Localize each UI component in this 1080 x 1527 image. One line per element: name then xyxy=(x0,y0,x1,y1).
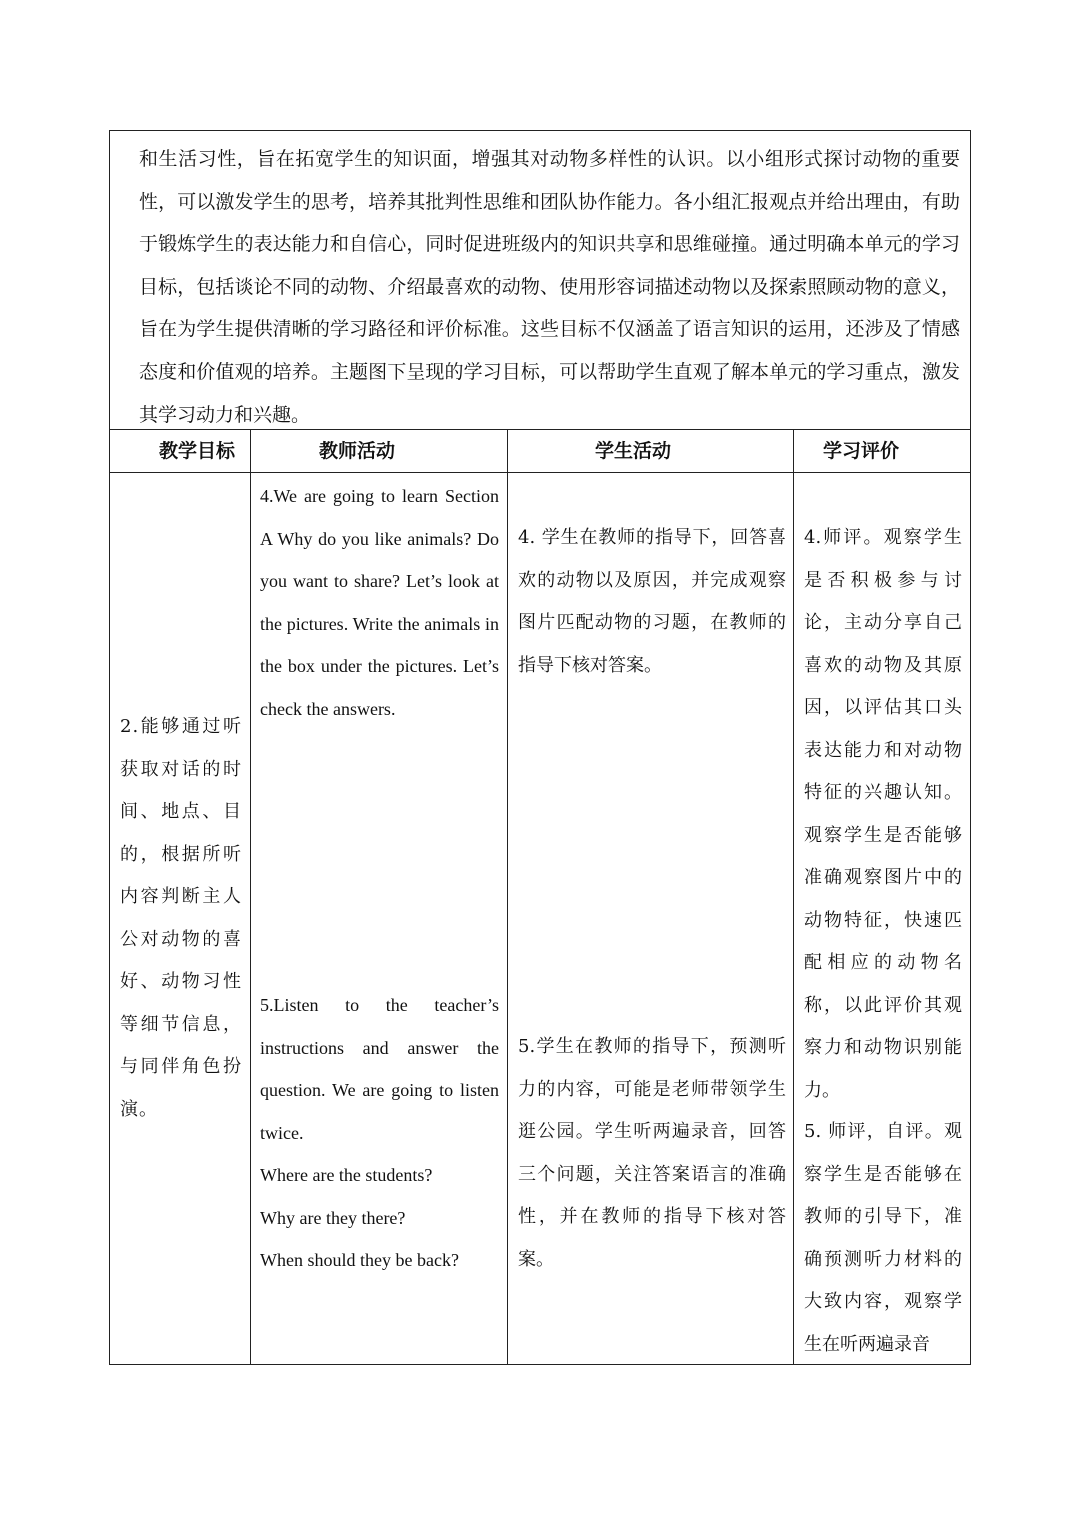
teacher-activity-4: 4.We are going to learn Section A Why do you like animals? Do you want to share? Let’s look at the pictures. Write the animals in the box under the pictures. Let’s check the answers. xyxy=(260,486,499,719)
student-activity-4: 4. 学生在教师的指导下，回答喜欢的动物以及原因，并完成观察图片匹配动物的习题，在教师的指导下核对答案。 xyxy=(518,527,786,676)
teacher-activity-5 xyxy=(260,984,499,1282)
listening-question-2: Why are they there? xyxy=(260,1207,406,1228)
listening-question-3: When should they be back? xyxy=(260,1250,459,1270)
student-activity-5: 5.学生在教师的指导下，预测听力的内容，可能是老师带领学生逛公园。学生听两遍录音，回答三个问题，关注答案语言的准确性，并在教师的指导下核对答案。 xyxy=(518,1036,786,1270)
column-divider xyxy=(250,430,251,1364)
intro-paragraph: 和生活习性，旨在拓宽学生的知识面，增强其对动物多样性的认识。以小组形式探讨动物的重要性，可以激发学生的思考，培养其批判性思维和团队协作能力。各小组汇报观点并给出理由，有助于锻炼学生的表达能力和自信心，同时促进班级内的知识共享和思维碰撞。通过明确本单元的学习目标，包括谈论不同的动物、介绍最喜欢的动物、使用形容词描述动物以及探索照顾动物的意义，旨在为学生提供清晰的学习路径和评价标准。这些目标不仅涵盖了语言知识的运用，还涉及了情感态度和价值观的培养。主题图下呈现的学习目标，可以帮助学生直观了解本单元的学习重点，激发其学习动力和兴趣。 xyxy=(110,131,970,430)
evaluation-5: 5. 师评，自评。观察学生是否能够在教师的引导下，准确预测听力材料的大致内容，观察学生在听两遍录音 xyxy=(804,1121,962,1355)
table-header-row xyxy=(110,430,970,473)
lesson-plan-table xyxy=(109,130,971,1365)
evaluation-4: 4.师评。观察学生是否积极参与讨论，主动分享自己喜欢的动物及其原因，以评估其口头表达能力和对动物特征的兴趣认知。观察学生是否能够准确观察图片中的动物特征，快速匹配相应的动物名称，以此评价其观察力和动物识别能力。 xyxy=(804,527,962,1101)
teaching-goal-text: 2.能够通过听获取对话的时间、地点、目的，根据所听内容判断主人公对动物的喜好、动物习性等细节信息，与同伴角色扮演。 xyxy=(120,716,242,1120)
header-teaching-goal: 教学目标 xyxy=(159,440,236,462)
header-student-activity: 学生活动 xyxy=(595,440,672,462)
teacher-activity-5-instruction: 5.Listen to the teacher’s instructions and answer the question. We are going to listen twice. xyxy=(260,995,499,1143)
column-divider xyxy=(793,430,794,1364)
header-teacher-activity: 教师活动 xyxy=(319,440,396,462)
column-divider xyxy=(507,430,508,1364)
listening-question-1: Where are the students? xyxy=(260,1165,433,1185)
header-evaluation: 学习评价 xyxy=(823,440,900,462)
